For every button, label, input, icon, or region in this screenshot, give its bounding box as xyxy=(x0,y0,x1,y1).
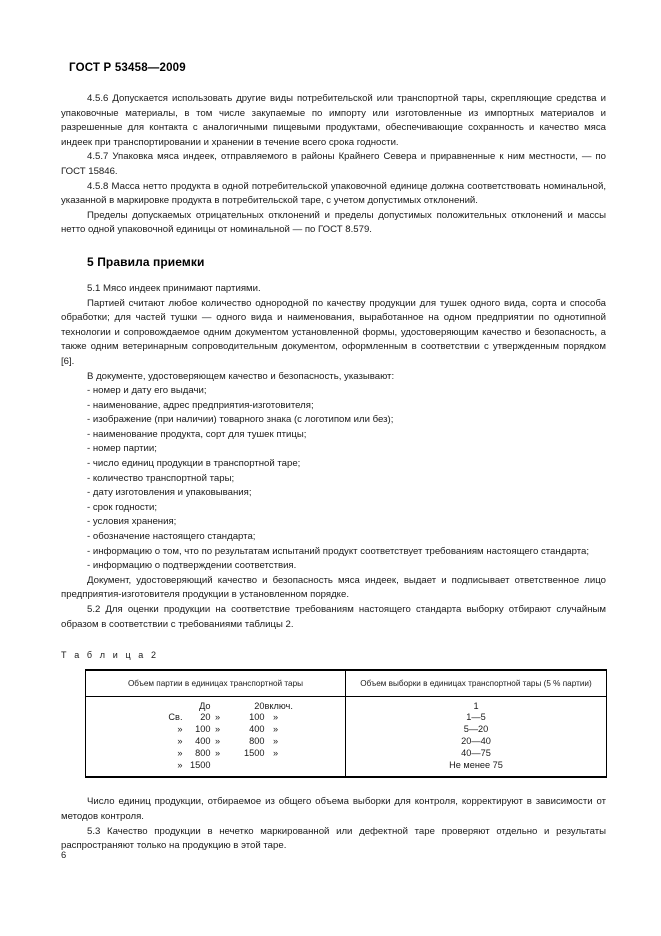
table-sampling xyxy=(85,669,607,778)
table-header-volume: Объем партии в единицах транспортной тары xyxy=(86,670,346,696)
list-item: - информацию о подтверждении соответствия. xyxy=(87,560,297,572)
paragraph-5-3: 5.3 Качество продукции в нечетко маркированной или дефектной таре проверяют отдельно и результаты распространяют только на продукцию в этой таре. xyxy=(61,825,606,852)
range-mid: » xyxy=(214,724,221,735)
spacer-before-table xyxy=(61,632,606,650)
range-row xyxy=(145,736,287,748)
sample-value: Не менее 75 xyxy=(449,759,503,770)
page-header: ГОСТ Р 53458—2009 xyxy=(69,62,186,74)
list-item: - количество транспортной тары; xyxy=(87,472,235,484)
range-high-num: 100 xyxy=(249,712,265,723)
range-prefix: » xyxy=(177,736,183,747)
spacer-caption-table xyxy=(61,660,606,669)
list-item: - номер и дату его выдачи; xyxy=(87,385,207,397)
document-requirements-list xyxy=(61,384,606,574)
list-item: - число единиц продукции в транспортной таре; xyxy=(87,458,301,470)
sample-value: 20—40 xyxy=(461,736,491,747)
section-heading-5: 5 Правила приемки xyxy=(87,254,205,269)
range-high-num xyxy=(225,760,265,772)
range-suffix xyxy=(265,760,287,772)
range-row xyxy=(145,712,287,724)
range-mid xyxy=(211,701,225,713)
range-low-num: 400 xyxy=(195,736,211,747)
table-body xyxy=(86,696,607,777)
range-low-num: 100 xyxy=(195,724,211,735)
range-row xyxy=(145,724,287,736)
spacer-before-section xyxy=(61,238,606,255)
list-item: - номер партии; xyxy=(87,443,157,455)
sample-value: 40—75 xyxy=(461,747,491,758)
list-item: - дату изготовления и упаковывания; xyxy=(87,487,252,499)
range-low-num: 20 xyxy=(254,700,265,711)
cell-sample-values xyxy=(346,696,607,777)
volume-range-list xyxy=(145,700,293,772)
table-caption: Т а б л и ц а 2 xyxy=(61,650,159,661)
range-suffix: » xyxy=(272,724,279,735)
table-row xyxy=(86,696,607,777)
sample-value: 1 xyxy=(473,700,479,711)
range-prefix: » xyxy=(177,747,183,758)
sample-value: 1—5 xyxy=(466,712,486,723)
range-mid: » xyxy=(214,712,221,723)
range-low-word: До xyxy=(199,700,211,711)
range-high-num: 400 xyxy=(249,724,265,735)
paragraph-after-table: Число единиц продукции, отбираемое из общего объема выборки для контроля, корректируют в зависимости от методов контроля. xyxy=(61,796,606,823)
list-item: - наименование, адрес предприятия-изготовителя; xyxy=(87,399,314,411)
range-suffix: » xyxy=(272,736,279,747)
range-row xyxy=(145,700,293,713)
range-mid xyxy=(211,760,225,772)
cell-volume-ranges xyxy=(86,696,346,777)
range-high-num: 1500 xyxy=(244,747,265,758)
paragraph-5-2: 5.2 Для оценки продукции на соответствие требованиям настоящего стандарта выборку отбирают случайным образом в соответствии с требованиями таблицы 2. xyxy=(61,604,606,630)
spacer-after-table xyxy=(61,778,606,795)
table-header-row xyxy=(86,670,607,696)
range-prefix: » xyxy=(177,759,183,770)
paragraph-5-1-batch: Партией считают любое количество однородной по качеству продукции для тушек одного вида, сорта и способа обработки; для частей тушки — одного вида и наименования, выработанное на одном предприятии по однотипной технологии и сопровождаемое одним документом установленной формы, удостоверяющим качество и безопасность, а также одним ветеринарным сопроводительным документом, оформленным в соответствии с утвержденным порядком [6]. xyxy=(61,297,606,367)
range-low-num: 1500 xyxy=(190,759,211,770)
range-row xyxy=(145,760,287,772)
range-suffix: » xyxy=(272,747,279,758)
list-item: - информацию о том, что по результатам испытаний продукт соответствует требованиям настоящего стандарта; xyxy=(87,545,590,557)
range-high-num: 800 xyxy=(249,736,265,747)
paragraph-list-intro: В документе, удостоверяющем качество и безопасность, указывают: xyxy=(87,370,395,382)
list-item: - срок годности; xyxy=(87,501,158,513)
paragraph-4-5-6: 4.5.6 Допускается использовать другие виды потребительской или транспортной тары, скрепляющие средства и упаковочные материалы, в том числе закупаемые по импорту или изготовленные из импортных материалов и разрешенные для контакта с аналогичными пищевыми продуктами, обеспечивающие сохранность и качество мяса индеек при транспортировании и хранении в течение всего срока годности. xyxy=(61,93,606,148)
table-header-sample: Объем выборки в единицах транспортной тары (5 % партии) xyxy=(346,670,607,696)
paragraph-document-signer: Документ, удостоверяющий качество и безопасность мяса индеек, выдает и подписывает ответственное лицо предприятия-изготовителя продукции в установленном порядке. xyxy=(61,574,606,601)
list-item: - наименование продукта, сорт для тушек птицы; xyxy=(87,428,307,440)
paragraph-5-1: 5.1 Мясо индеек принимают партиями. xyxy=(87,282,261,294)
range-row xyxy=(145,748,287,760)
range-suffix: включ. xyxy=(264,700,293,711)
list-item: - изображение (при наличии) товарного знака (с логотипом или без); xyxy=(87,414,394,426)
range-mid: » xyxy=(214,736,221,747)
sample-value-list xyxy=(346,701,606,772)
range-low-num: 800 xyxy=(195,747,211,758)
paragraph-4-5-7: 4.5.7 Упаковка мяса индеек, отправляемого в районы Крайнего Севера и приравненные к ним местности, — по ГОСТ 15846. xyxy=(61,151,606,177)
range-suffix: » xyxy=(272,712,279,723)
range-prefix: Св. xyxy=(168,712,183,723)
range-mid: » xyxy=(214,747,221,758)
table-head xyxy=(86,670,607,696)
paragraph-4-5-8-limits: Пределы допускаемых отрицательных отклонений и пределы допустимых положительных отклонений и массы нетто одной упаковочной единицы от номинальной — по ГОСТ 8.579. xyxy=(61,209,606,236)
list-item: - обозначение настоящего стандарта; xyxy=(87,531,256,543)
sample-value: 5—20 xyxy=(463,724,489,735)
paragraph-4-5-8: 4.5.8 Масса нетто продукта в одной потребительской упаковочной единице должна соответствовать номинальной, указанной в маркировке продукта в потребительской таре, с учетом допустимых отклонений. xyxy=(61,180,606,207)
range-low-num: 20 xyxy=(200,712,211,723)
list-item: - условия хранения; xyxy=(87,516,177,528)
range-prefix: » xyxy=(177,724,183,735)
page-content xyxy=(61,92,606,854)
spacer-after-section xyxy=(61,269,606,282)
range-prefix xyxy=(145,701,183,713)
page-number: 6 xyxy=(61,849,67,860)
